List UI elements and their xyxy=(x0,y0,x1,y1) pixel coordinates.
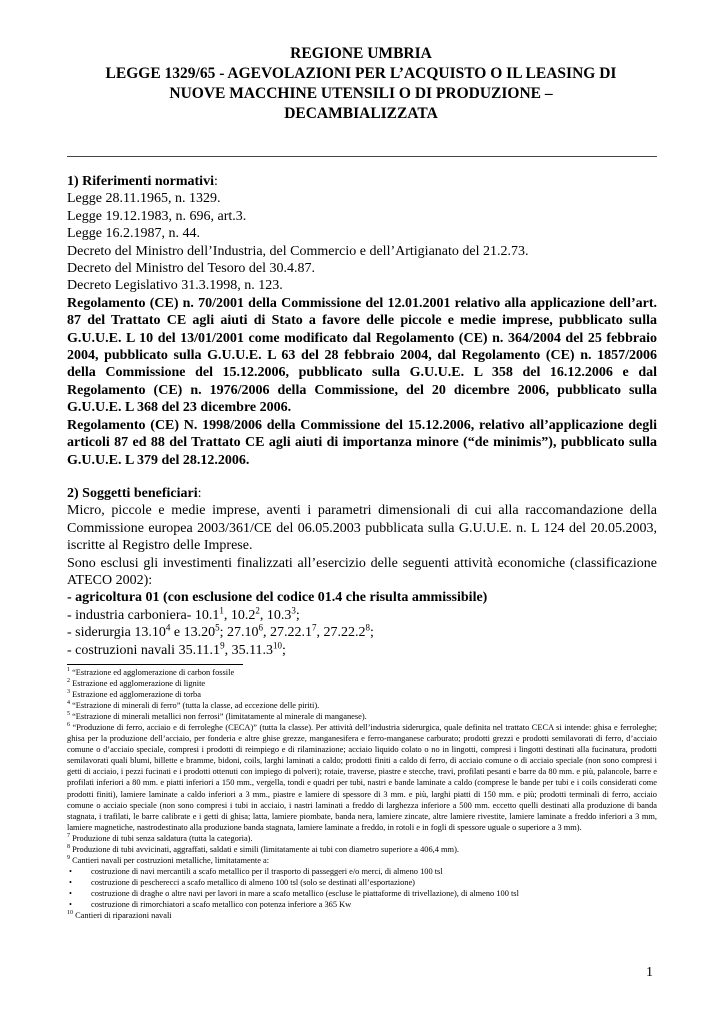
footnotes xyxy=(67,667,657,921)
footnote-9-bullet-4: • costruzione di rimorchiatori a scafo metallico con potenza inferiore a 365 Kw xyxy=(69,899,352,909)
reference-3: Legge 16.2.1987, n. 44. xyxy=(67,226,200,242)
section-1-heading: 1) Riferimenti normativi: xyxy=(67,174,218,189)
reference-6: Decreto Legislativo 31.3.1998, n. 123. xyxy=(67,278,283,294)
footnote-4: $^4$ “Estrazione di minerali di ferro” (tutta la classe, ad eccezione delle piriti). xyxy=(67,700,320,711)
footnote-7: $^7$ Produzione di tubi senza saldatura (tutta la categoria). xyxy=(67,832,253,843)
document-body xyxy=(67,173,657,659)
footnote-8: $^8$ Produzione di tubi avvicinati, aggraffati, saldati e simili (limitatamente ai tubi con diametro superiore a 406,4 mm). xyxy=(67,843,459,854)
excluded-shipbuilding: - costruzioni navali 35.11.1$^9$, 35.11.3$^{10}$; xyxy=(67,639,286,658)
footnote-3: $^3$ Estrazione ed agglomerazione di torba xyxy=(67,689,201,700)
page-number: 1 xyxy=(646,965,653,980)
bullet-icon: • xyxy=(69,888,72,898)
footnote-separator xyxy=(67,664,243,665)
footnote-9-bullet-1: • costruzione di navi mercantili a scafo metallico per il trasporto di passeggeri e/o merci, di almeno 100 tsl xyxy=(69,866,443,876)
reference-2: Legge 19.12.1983, n. 696, art.3. xyxy=(67,208,247,224)
title-line-2: NUOVE MACCHINE UTENSILI O DI PRODUZIONE – xyxy=(169,85,553,102)
footnote-2: $^2$ Estrazione ed agglomerazione di lignite xyxy=(67,678,206,689)
footnote-9: $^9$ Cantieri navali per costruzioni metalliche, limitatamente a: xyxy=(67,855,270,865)
title-line-3: DECAMBIALIZZATA xyxy=(284,105,438,122)
footnote-1: $^1$ “Estrazione ed agglomerazione di carbon fossile xyxy=(67,667,235,677)
bullet-icon: • xyxy=(69,866,72,876)
bullet-icon: • xyxy=(69,899,72,909)
excluded-coal-industry: - industria carboniera- 10.1$^1$, 10.2$^2$, 10.3$^3$; xyxy=(67,605,300,623)
exclusions-paragraph: Sono esclusi gli investimenti finalizzati all’esercizio delle seguenti attività economiche (classificazione ATECO 2002): xyxy=(67,555,657,588)
title-line-1: LEGGE 1329/65 - AGEVOLAZIONI PER L’ACQUISTO O IL LEASING DI xyxy=(105,65,617,82)
reference-5: Decreto del Ministro del Tesoro del 30.4.87. xyxy=(67,261,315,277)
reference-4: Decreto del Ministro dell’Industria, del Commercio e dell’Artigianato del 21.2.73. xyxy=(67,243,529,259)
footnote-9-bullet-2: • costruzione di pescherecci a scafo metallico di almeno 100 tsl (solo se destinati all’esportazione) xyxy=(69,877,415,887)
section-2-heading: 2) Soggetti beneficiari: xyxy=(67,485,202,501)
beneficiaries-paragraph: Micro, piccole e medie imprese, aventi i parametri dimensionali di cui alla raccomandazione della Commissione europea 2003/361/CE del 06.05.2003 pubblicata sulla G.U.U.E. n. L 124 del 20.05.2003, iscritte al Registro delle Imprese. xyxy=(67,503,657,554)
regulation-70-2001: Regolamento (CE) n. 70/2001 della Commissione del 12.01.2001 relativo alla applicazione dell’art. 87 del Trattato CE agli aiuti di Stato a favore delle piccole e medie imprese, pubblicato sulla G.U.U.E. L 10 del 13/01/2001 come modificato dal Regolamento (CE) n. 364/2004 del 25 febbraio 2004, pubblicato sulla G.U.U.E. L 63 del 28 febbraio 2004, dal Regolamento (CE) n. 1857/2006 della Commissione del 15.12.2006, pubblicato sulla G.U.U.E. L 358 del 16.12.2006 e dal Regolamento (CE) n. 1976/2006 della Commissione, del 20 dicembre 2006, pubblicato sulla G.U.U.E. L 368 del 23 dicembre 2006. xyxy=(67,295,657,416)
footnote-6: $^6$ “Produzione di ferro, acciaio e di ferroleghe (CECA)” (tutta la classe). Per attività dell’industria siderurgica, quale definita nel trattato CECA si intende: ghisa e ferroleghe; ghisa per la produzione dell’acciaio, per fonderia e altre ghise grezze, manganesifera e ferro-manganese carburato; prodotti grezzi e prodotti semilavorati di ferro, d’acciaio comune o d’acciaio speciale, compresi i prodotti di reimpiego e di rilaminazione; acciaio liquido colato o no in lingotti, compresi i lingotti destinati alla fucinatura, prodotti semilavorati quali blumi, billette e bramme, bidoni, coils, larghi laminati a caldo; prodotti finiti a caldo di ferro, di acciaio comune o di acciaio speciale (non sono compresi i getti di acciaio, i pezzi fucinati e i prodotti ottenuti con impiego di polveri); rotaie, traverse, piastre e stecche, travi, profilati pesanti e barre da 80 mm. e più, palancole, barre e profilati inferiori a 80 mm. e piatti inferiori a 150 mm., vergella, tondi e quadri per tubi, nastri e bande laminate a caldo (comprese le bande per tubi e i coils considerati come prodotti finiti), lamiere laminate a caldo inferiori a 3 mm., piastre e lamiere di spessore di 3 mm. e più, larghi piatti di 150 mm. e più; prodotti terminali di ferro, acciaio comune o acciaio speciale (non sono compresi i tubi in acciaio, i nastri laminati a freddo di larghezza inferiore a 500 mm. eccetto quelli destinati alla produzione di banda stagnata, i trafilati, le barre calibrate e i getti di ghisa; latta, lamiere piombate, banda nera, lamiere zincate, altre lamiere rivestite, lamiere laminate a freddo inferiori a 3 mm, lamiere magnetiche, nastrodestinato alla produzione banda stagnata, lamiere laminate a freddo, in rotoli e in fogli di spessore uguale o superiore a 3 mm). xyxy=(67,722,657,832)
bullet-icon: • xyxy=(69,877,72,887)
footnote-5: $^5$ “Estrazione di minerali metallici non ferrosi” (limitatamente al minerale di manganese). xyxy=(67,711,367,722)
footnote-9-bullet-3: • costruzione di draghe o altre navi per lavori in mare a scafo metallico (escluse le piattaforme di trivellazione), di almeno 100 tsl xyxy=(69,888,519,898)
regulation-1998-2006: Regolamento (CE) N. 1998/2006 della Commissione del 15.12.2006, relativo all’applicazione degli articoli 87 ed 88 del Trattato CE agli aiuti di importanza minore (“de minimis”), pubblicato sulla G.U.U.E. L 379 del 28.12.2006. xyxy=(67,417,657,468)
document-title xyxy=(66,44,656,124)
footnote-10: $^{10}$ Cantieri di riparazioni navali xyxy=(67,910,172,921)
reference-1: Legge 28.11.1965, n. 1329. xyxy=(67,191,221,207)
excluded-agriculture: - agricoltura 01 (con esclusione del codice 01.4 che risulta ammissibile) xyxy=(67,590,488,606)
title-divider xyxy=(67,156,657,157)
excluded-steel-industry: - siderurgia 13.10$^4$ e 13.20$^5$; 27.10$^6$, 27.22.1$^7$, 27.22.2$^8$; xyxy=(67,622,374,641)
region-heading: REGIONE UMBRIA xyxy=(290,45,432,62)
